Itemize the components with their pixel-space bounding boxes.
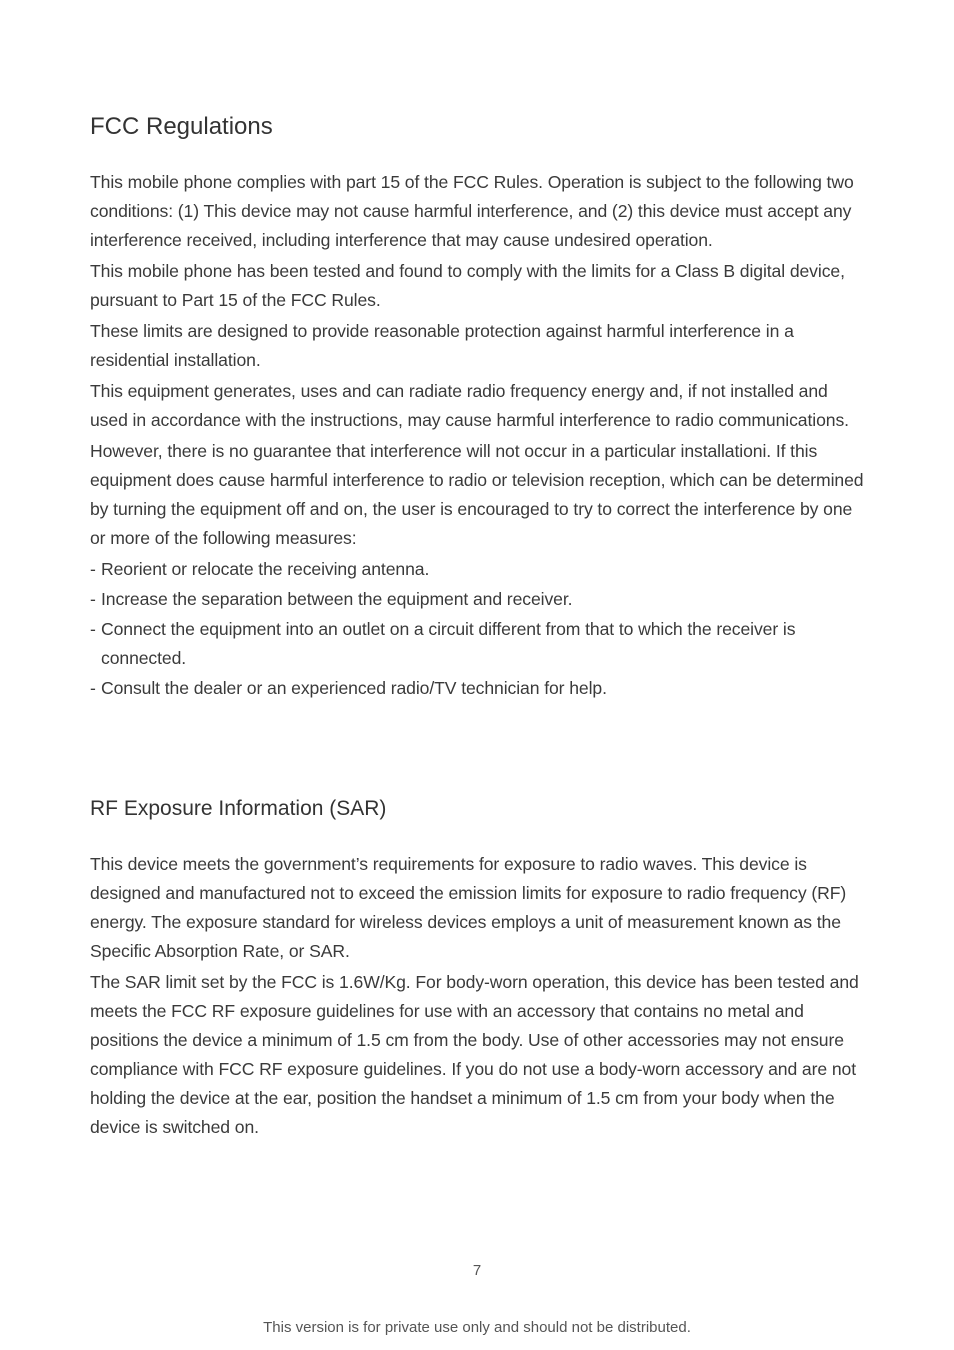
fcc-regulations-section	[90, 168, 870, 704]
measure-increase-separation: Increase the separation between the equipment and receiver.	[101, 589, 573, 609]
list-item	[90, 615, 870, 673]
list-bullet: -	[90, 678, 96, 698]
fcc-paragraph-class-b: This mobile phone has been tested and found to comply with the limits for a Class B digital device, pursuant to Part 15 of the FCC Rules.	[90, 261, 845, 310]
rf-exposure-heading: RF Exposure Information (SAR)	[90, 797, 387, 820]
rf-paragraph-requirements: This device meets the government’s requirements for exposure to radio waves. This device is designed and manufactured not to exceed the emission limits for exposure to radio frequency (RF) energy. The exposure standard for wireless devices employs a unit of measurement known as the Specific Absorption Rate, or SAR.	[90, 854, 847, 961]
fcc-regulations-heading: FCC Regulations	[90, 113, 273, 140]
rf-exposure-section	[90, 850, 870, 1144]
rf-paragraph-sar-limit: The SAR limit set by the FCC is 1.6W/Kg. For body-worn operation, this device has been tested and meets the FCC RF exposure guidelines for use with an accessory that contains no metal and positions the device a minimum of 1.5 cm from the body. Use of other accessories may not ensure compliance with FCC RF exposure guidelines. If you do not use a body-worn accessory and are not holding the device at the ear, position the handset a minimum of 1.5 cm from your body when the device is switched on.	[90, 972, 859, 1137]
fcc-paragraph-limits: These limits are designed to provide reasonable protection against harmful interference in a residential installation.	[90, 321, 794, 370]
page-number: 7	[472, 1262, 482, 1279]
list-bullet: -	[90, 559, 96, 579]
fcc-measures-list	[90, 555, 870, 703]
measure-different-outlet: Connect the equipment into an outlet on a circuit different from that to which the receiver is connected.	[101, 619, 796, 668]
measure-consult-dealer: Consult the dealer or an experienced radio/TV technician for help.	[101, 678, 607, 698]
fcc-paragraph-no-guarantee: However, there is no guarantee that interference will not occur in a particular installationi. If this equipment does cause harmful interference to radio or television reception, which can be determined by turning the equipment off and on, the user is encouraged to try to correct the interference by one or more of the following measures:	[90, 441, 864, 548]
list-bullet: -	[90, 589, 96, 609]
fcc-paragraph-radiation: This equipment generates, uses and can radiate radio frequency energy and, if not installed and used in accordance with the instructions, may cause harmful interference to radio communications.	[90, 381, 849, 430]
measure-reorient-antenna: Reorient or relocate the receiving antenna.	[101, 559, 430, 579]
fcc-paragraph-compliance: This mobile phone complies with part 15 of the FCC Rules. Operation is subject to the following two conditions: (1) This device may not cause harmful interference, and (2) this device must accept any interference received, including interference that may cause undesired operation.	[90, 172, 854, 250]
list-item	[90, 674, 870, 703]
list-bullet: -	[90, 619, 96, 639]
list-item	[90, 585, 870, 614]
list-item	[90, 555, 870, 584]
distribution-footer-note: This version is for private use only and should not be distributed.	[263, 1319, 691, 1336]
